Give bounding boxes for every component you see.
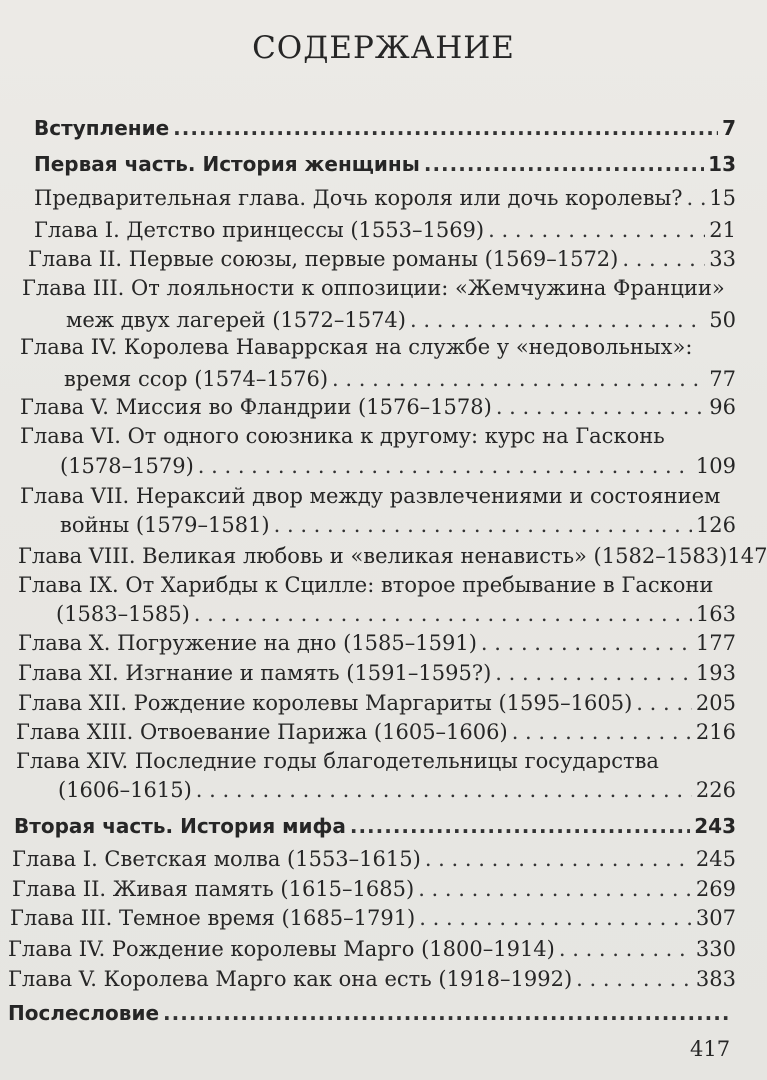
- leader-dots: [488, 217, 705, 243]
- leader-dots: [196, 777, 692, 803]
- toc-entry-afterword: [8, 1000, 736, 1026]
- leader-dots: [622, 246, 705, 272]
- toc-entry-intro: [34, 115, 736, 141]
- toc-entry-line1: Глава VI. От одного союзника к другому: курс на Гасконь: [20, 424, 665, 448]
- entry-label: Глава IV. Рождение королевы Марго (1800–1914): [8, 937, 555, 961]
- entry-label: Глава XIII. Отвоевание Парижа (1605–1606): [16, 720, 508, 744]
- entry-label: (1583–1585): [56, 602, 190, 626]
- toc-entry: [10, 905, 736, 931]
- entry-page: 245: [695, 847, 736, 871]
- entry-label: Глава I. Детство принцессы (1553–1569): [34, 218, 485, 242]
- entry-page: 269: [695, 877, 736, 901]
- entry-page: 307: [695, 906, 736, 930]
- entry-label: Глава XII. Рождение королевы Маргариты (1595–1605): [18, 691, 633, 715]
- entry-page: 330: [695, 937, 736, 961]
- leader-dots: [419, 905, 692, 931]
- toc-entry: [60, 453, 736, 479]
- entry-label: (1578–1579): [60, 454, 194, 478]
- leader-dots: [418, 876, 692, 902]
- entry-page: 216: [695, 720, 736, 744]
- entry-page: 226: [695, 778, 736, 802]
- entry-label: Глава XI. Изгнание и память (1591–1595?): [18, 661, 492, 685]
- page-title: СОДЕРЖАНИЕ: [252, 30, 515, 66]
- toc-entry: [18, 690, 736, 716]
- toc-entry: [12, 876, 736, 902]
- entry-label: Глава V. Миссия во Фландрии (1576–1578): [20, 395, 492, 419]
- entry-label: меж двух лагерей (1572–1574): [66, 308, 406, 332]
- part-label: Первая часть. История женщины: [34, 152, 420, 176]
- toc-entry: [18, 543, 767, 569]
- toc-entry: [64, 366, 736, 392]
- toc-entry: [28, 246, 736, 272]
- toc-entry: [56, 601, 736, 627]
- entry-page: 177: [695, 631, 736, 655]
- entry-page: 193: [695, 661, 736, 685]
- entry-label: Глава II. Первые союзы, первые романы (1569–1572): [28, 247, 619, 271]
- leader-dots: [425, 846, 692, 872]
- entry-page: 383: [695, 967, 736, 991]
- entry-label: войны (1579–1581): [60, 513, 270, 537]
- leader-dots: [194, 601, 692, 627]
- entry-label: Глава II. Живая память (1615–1685): [12, 877, 415, 901]
- toc-entry: [8, 966, 736, 992]
- toc-entry-line1: Глава III. От лояльности к оппозиции: «Жемчужина Франции»: [22, 276, 725, 300]
- entry-label: Глава I. Светская молва (1553–1615): [12, 847, 421, 871]
- toc-entry-line1: Глава IX. От Харибды к Сцилле: второе пребывание в Гаскони: [18, 573, 714, 597]
- toc-entry-line1: Глава IV. Королева Наваррская на службе у «недовольных»:: [20, 335, 693, 359]
- part-page: 13: [708, 152, 736, 176]
- entry-label: Вступление: [34, 116, 170, 140]
- toc-part-heading-2: [14, 813, 736, 839]
- leader-dots: [332, 366, 705, 392]
- entry-label: время ссор (1574–1576): [64, 367, 329, 391]
- toc-entry: [18, 630, 736, 656]
- entry-label: Послесловие: [8, 1001, 160, 1025]
- entry-page: 15: [709, 186, 736, 210]
- entry-label: Глава VIII. Великая любовь и «великая ненависть» (1582–1583): [18, 544, 728, 568]
- leader-dots: [274, 512, 692, 538]
- entry-page: 163: [695, 602, 736, 626]
- entry-label: (1606–1615): [58, 778, 192, 802]
- toc-entry: [18, 660, 736, 686]
- leader-dots: [495, 660, 692, 686]
- leader-dots: [512, 719, 692, 745]
- leader-dots: [163, 1000, 732, 1026]
- toc-entry: [60, 512, 736, 538]
- part-page: 243: [694, 814, 736, 838]
- entry-page: 50: [709, 308, 736, 332]
- toc-entry: [58, 777, 736, 803]
- leader-dots: [687, 185, 706, 211]
- toc-entry: [16, 719, 736, 745]
- entry-page: 77: [709, 367, 736, 391]
- entry-label: Глава V. Королева Марго как она есть (1918–1992): [8, 967, 573, 991]
- toc-entry: [12, 846, 736, 872]
- afterword-page: 417: [690, 1037, 731, 1061]
- leader-dots: [496, 394, 705, 420]
- toc-entry: [8, 936, 736, 962]
- entry-page: 205: [695, 691, 736, 715]
- toc-entry: [34, 217, 736, 243]
- entry-label: Предварительная глава. Дочь короля или дочь королевы?: [34, 186, 683, 210]
- leader-dots: [173, 115, 718, 141]
- entry-page: 7: [722, 116, 736, 140]
- part-label: Вторая часть. История мифа: [14, 814, 346, 838]
- entry-label: Глава III. Темное время (1685–1791): [10, 906, 416, 930]
- leader-dots: [410, 307, 705, 333]
- toc-entry: [34, 185, 736, 211]
- entry-page: 147: [727, 544, 767, 568]
- entry-page: 126: [695, 513, 736, 537]
- entry-page: 21: [709, 218, 736, 242]
- entry-page: 33: [709, 247, 736, 271]
- leader-dots: [636, 690, 692, 716]
- leader-dots: [198, 453, 692, 479]
- leader-dots: [424, 151, 704, 177]
- entry-label: Глава X. Погружение на дно (1585–1591): [18, 631, 477, 655]
- entry-page: 96: [709, 395, 736, 419]
- leader-dots: [559, 936, 692, 962]
- toc-entry-line1: Глава XIV. Последние годы благодетельницы государства: [16, 749, 659, 773]
- toc-entry: [66, 307, 736, 333]
- leader-dots: [576, 966, 692, 992]
- leader-dots: [481, 630, 692, 656]
- toc-part-heading-1: [34, 151, 736, 177]
- toc-entry: [20, 394, 736, 420]
- leader-dots: [350, 813, 690, 839]
- entry-page: 109: [695, 454, 736, 478]
- toc-entry-line1: Глава VII. Нераксий двор между развлечениями и состоянием: [20, 484, 721, 508]
